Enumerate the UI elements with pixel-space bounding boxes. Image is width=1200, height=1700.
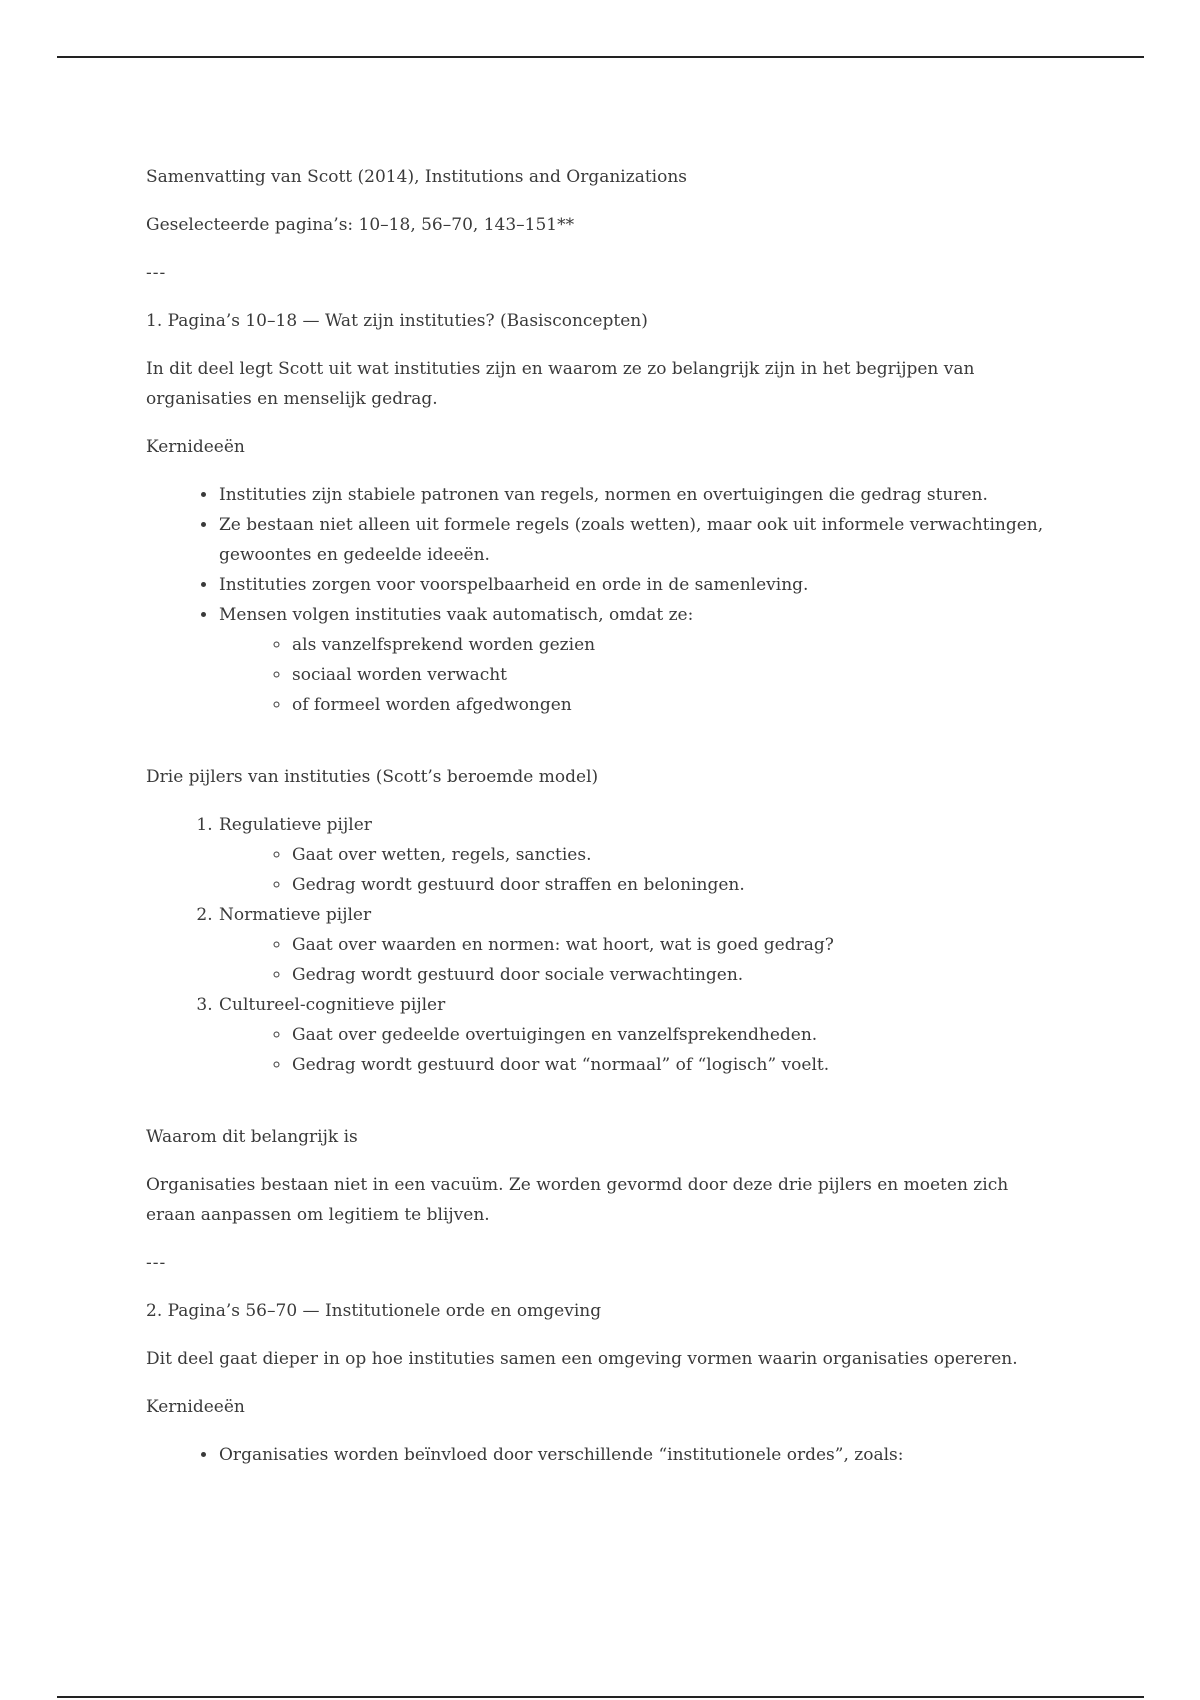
pillars-heading: Drie pijlers van instituties (Scott’s beroemde model)	[146, 767, 599, 787]
pillar-point: ◦ Gedrag wordt gestuurd door straffen en beloningen.	[291, 870, 1046, 900]
section-1-kern-list	[146, 480, 1046, 720]
sub-list-item: ◦ of formeel worden afgedwongen	[291, 690, 1046, 720]
why-heading: Waarom dit belangrijk is	[146, 1127, 358, 1147]
section-1-intro: In dit deel legt Scott uit wat instituties zijn en waarom ze zo belangrijk zijn in het begrijpen van organisaties en menselijk gedrag.	[146, 359, 975, 409]
pillar-item	[218, 900, 1046, 990]
list-item	[218, 600, 1046, 720]
sub-list	[219, 630, 1046, 720]
pillar-name: Regulatieve pijler	[219, 815, 372, 835]
list-item-text: Mensen volgen instituties vaak automatisch, omdat ze:	[219, 605, 694, 625]
list-item: • Ze bestaan niet alleen uit formele regels (zoals wetten), maar ook uit informele verwachtingen, gewoontes en gedeelde ideeën.	[218, 510, 1046, 570]
pillar-item	[218, 990, 1046, 1080]
section-1-kern-heading: Kernideeën	[146, 437, 245, 457]
separator: ---	[146, 1253, 167, 1273]
pillars-list	[146, 810, 1046, 1080]
sub-list-item: ◦ sociaal worden verwacht	[291, 660, 1046, 690]
sub-list-item: ◦ als vanzelfsprekend worden gezien	[291, 630, 1046, 660]
list-item: • Instituties zorgen voor voorspelbaarheid en orde in de samenleving.	[218, 570, 1046, 600]
pillar-point: ◦ Gedrag wordt gestuurd door wat “normaal” of “logisch” voelt.	[291, 1050, 1046, 1080]
pillar-point: ◦ Gaat over wetten, regels, sancties.	[291, 840, 1046, 870]
selected-pages: Geselecteerde pagina’s: 10–18, 56–70, 143–151**	[146, 215, 575, 235]
section-2-kern-heading: Kernideeën	[146, 1397, 245, 1417]
pillar-points	[219, 840, 1046, 900]
pillar-points	[219, 930, 1046, 990]
list-item: • Instituties zijn stabiele patronen van regels, normen en overtuigingen die gedrag sturen.	[218, 480, 1046, 510]
top-rule	[57, 56, 1144, 58]
pillar-point: ◦ Gaat over gedeelde overtuigingen en vanzelfsprekendheden.	[291, 1020, 1046, 1050]
pillar-name: Normatieve pijler	[219, 905, 372, 925]
document-body	[146, 162, 1046, 1470]
pillar-points	[219, 1020, 1046, 1080]
pillar-point: ◦ Gedrag wordt gestuurd door sociale verwachtingen.	[291, 960, 1046, 990]
document-title: Samenvatting van Scott (2014), Institutions and Organizations	[146, 167, 688, 187]
separator: ---	[146, 263, 167, 283]
pillar-point: ◦ Gaat over waarden en normen: wat hoort, wat is goed gedrag?	[291, 930, 1046, 960]
section-2-intro: Dit deel gaat dieper in op hoe instituties samen een omgeving vormen waarin organisaties opereren.	[146, 1349, 1018, 1369]
pillar-name: Cultureel-cognitieve pijler	[219, 995, 446, 1015]
why-text: Organisaties bestaan niet in een vacuüm. Ze worden gevormd door deze drie pijlers en moeten zich eraan aanpassen om legitiem te blijven.	[146, 1175, 1009, 1225]
section-1-heading: 1. Pagina’s 10–18 — Wat zijn instituties? (Basisconcepten)	[146, 311, 648, 331]
section-2-heading: 2. Pagina’s 56–70 — Institutionele orde en omgeving	[146, 1301, 602, 1321]
section-2-kern-list	[146, 1440, 1046, 1470]
bottom-rule	[57, 1696, 1144, 1698]
list-item: • Organisaties worden beïnvloed door verschillende “institutionele ordes”, zoals:	[218, 1440, 1046, 1470]
pillar-item	[218, 810, 1046, 900]
